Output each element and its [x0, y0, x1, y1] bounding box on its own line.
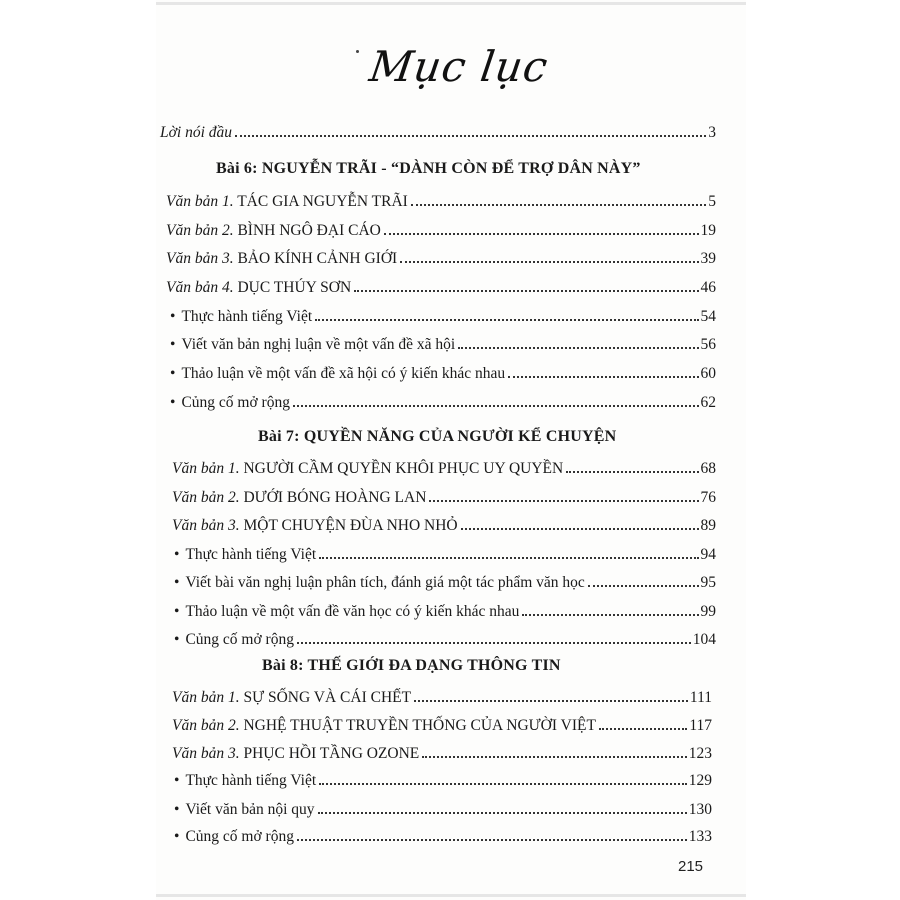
entry-page: 130	[688, 801, 712, 818]
entry-page: 60	[700, 365, 716, 382]
dot-leader	[297, 839, 687, 841]
dot-leader	[400, 261, 698, 263]
bullet-icon: •	[170, 308, 176, 325]
dot-leader	[588, 585, 699, 587]
entry-page: 95	[700, 574, 716, 591]
entry-label: Thảo luận về một vấn đề xã hội có ý kiến khác nhau	[181, 365, 506, 382]
toc-entry[interactable]	[166, 273, 716, 297]
bullet-icon: •	[174, 772, 180, 789]
toc-entry[interactable]	[170, 359, 716, 383]
entry-label: TÁC GIA NGUYỄN TRÃI	[237, 193, 408, 210]
entry-prefix: Văn bản 1.	[166, 193, 234, 210]
toc-entry[interactable]	[172, 483, 716, 507]
entry-label: Lời nói đầu	[160, 124, 233, 141]
dot-leader	[384, 233, 699, 235]
dot-leader	[599, 728, 687, 730]
dot-leader	[319, 557, 698, 559]
entry-page: 19	[700, 222, 716, 239]
entry-page: 123	[688, 745, 712, 762]
entry-page: 46	[700, 279, 716, 296]
entry-page: 99	[700, 603, 716, 620]
toc-entry[interactable]	[174, 625, 716, 649]
entry-label: BẢO KÍNH CẢNH GIỚI	[237, 250, 398, 267]
entry-label: MỘT CHUYỆN ĐÙA NHO NHỎ	[243, 517, 458, 534]
dot-leader	[411, 204, 706, 206]
dot-leader	[461, 528, 699, 530]
page-number: 215	[678, 858, 704, 875]
entry-page: 5	[708, 193, 716, 210]
entry-page: 56	[700, 336, 716, 353]
dot-leader	[354, 290, 698, 292]
entry-page: 104	[692, 631, 716, 648]
entry-prefix: Văn bản 4.	[166, 279, 234, 296]
entry-page: 76	[700, 489, 716, 506]
toc-entry[interactable]	[174, 822, 712, 846]
toc-entry[interactable]	[172, 711, 712, 735]
page-title: Mục lục	[366, 42, 552, 91]
entry-prefix: Văn bản 3.	[172, 517, 240, 534]
entry-prefix: Văn bản 2.	[166, 222, 234, 239]
entry-label: Thực hành tiếng Việt	[181, 308, 313, 325]
toc-entry[interactable]	[170, 388, 716, 412]
entry-page: 89	[700, 517, 716, 534]
dot-leader	[429, 500, 698, 502]
bullet-icon: •	[174, 828, 180, 845]
entry-label: Viết văn bản nội quy	[185, 801, 315, 818]
entry-page: 62	[700, 394, 716, 411]
entry-label: Thảo luận về một vấn đề văn học có ý kiến khác nhau	[185, 603, 520, 620]
entry-page: 54	[700, 308, 716, 325]
entry-prefix: Văn bản 2.	[172, 717, 240, 734]
dot-leader	[297, 642, 691, 644]
toc-entry[interactable]	[174, 568, 716, 592]
toc-entry[interactable]	[166, 244, 716, 268]
dot-leader	[315, 319, 698, 321]
dot-leader	[319, 783, 687, 785]
dot-leader	[422, 756, 686, 758]
dot-leader	[293, 405, 699, 407]
bullet-icon: •	[174, 631, 180, 648]
entry-label: Củng cố mở rộng	[185, 631, 294, 648]
bullet-icon: •	[170, 365, 176, 382]
entry-page: 111	[689, 689, 712, 706]
bullet-icon: •	[170, 336, 176, 353]
entry-page: 117	[689, 717, 712, 734]
entry-label: DƯỚI BÓNG HOÀNG LAN	[243, 489, 427, 506]
toc-entry[interactable]	[172, 683, 712, 707]
toc-entry[interactable]	[166, 187, 716, 211]
toc-entry[interactable]	[174, 597, 716, 621]
dot-leader	[522, 614, 698, 616]
entry-page: 68	[700, 460, 716, 477]
bullet-icon: •	[170, 394, 176, 411]
section-heading: Bài 7: QUYỀN NĂNG CỦA NGƯỜI KỂ CHUYỆN	[258, 428, 617, 445]
section-heading: Bài 6: NGUYỄN TRÃI - “DÀNH CÒN ĐỂ TRỢ DÂN NÀY”	[216, 160, 641, 177]
entry-label: DỤC THÚY SƠN	[237, 279, 352, 296]
entry-label: NGƯỜI CẦM QUYỀN KHÔI PHỤC UY QUYỀN	[243, 460, 564, 477]
dot-leader	[235, 135, 706, 137]
entry-label: SỰ SỐNG VÀ CÁI CHẾT	[243, 689, 412, 706]
bullet-icon: •	[174, 801, 180, 818]
entry-prefix: Văn bản 3.	[166, 250, 234, 267]
entry-label: PHỤC HỒI TẦNG OZONE	[243, 745, 420, 762]
page-top-edge	[156, 2, 746, 5]
bullet-icon: •	[174, 546, 180, 563]
ink-dot	[356, 50, 359, 53]
entry-prefix: Văn bản 1.	[172, 460, 240, 477]
entry-label: Viết bài văn nghị luận phân tích, đánh giá một tác phẩm văn học	[185, 574, 585, 591]
dot-leader	[566, 471, 698, 473]
entry-prefix: Văn bản 2.	[172, 489, 240, 506]
toc-entry[interactable]	[174, 795, 712, 819]
toc-entry[interactable]	[170, 302, 716, 326]
toc-entry-intro[interactable]	[160, 118, 716, 142]
entry-label: Viết văn bản nghị luận về một vấn đề xã hội	[181, 336, 456, 353]
dot-leader	[508, 376, 698, 378]
bullet-icon: •	[174, 603, 180, 620]
entry-label: Thực hành tiếng Việt	[185, 772, 317, 789]
toc-entry[interactable]	[172, 739, 712, 763]
dot-leader	[414, 700, 688, 702]
entry-page: 129	[688, 772, 712, 789]
page-bottom-edge	[156, 894, 746, 897]
entry-label: Củng cố mở rộng	[185, 828, 294, 845]
entry-prefix: Văn bản 1.	[172, 689, 240, 706]
toc-entry[interactable]	[170, 330, 716, 354]
entry-page: 133	[688, 828, 712, 845]
entry-label: Củng cố mở rộng	[181, 394, 290, 411]
entry-page: 3	[708, 124, 716, 141]
entry-page: 94	[700, 546, 716, 563]
entry-label: Thực hành tiếng Việt	[185, 546, 317, 563]
section-heading: Bài 8: THẾ GIỚI ĐA DẠNG THÔNG TIN	[262, 657, 561, 674]
toc-entry[interactable]	[166, 216, 716, 240]
dot-leader	[318, 812, 687, 814]
toc-entry[interactable]	[172, 511, 716, 535]
dot-leader	[458, 347, 698, 349]
entry-prefix: Văn bản 3.	[172, 745, 240, 762]
toc-entry[interactable]	[172, 454, 716, 478]
entry-page: 39	[700, 250, 716, 267]
toc-entry[interactable]	[174, 766, 712, 790]
bullet-icon: •	[174, 574, 180, 591]
entry-label: NGHỆ THUẬT TRUYỀN THỐNG CỦA NGƯỜI VIỆT	[243, 717, 596, 734]
entry-label: BÌNH NGÔ ĐẠI CÁO	[237, 222, 381, 239]
toc-entry[interactable]	[174, 540, 716, 564]
